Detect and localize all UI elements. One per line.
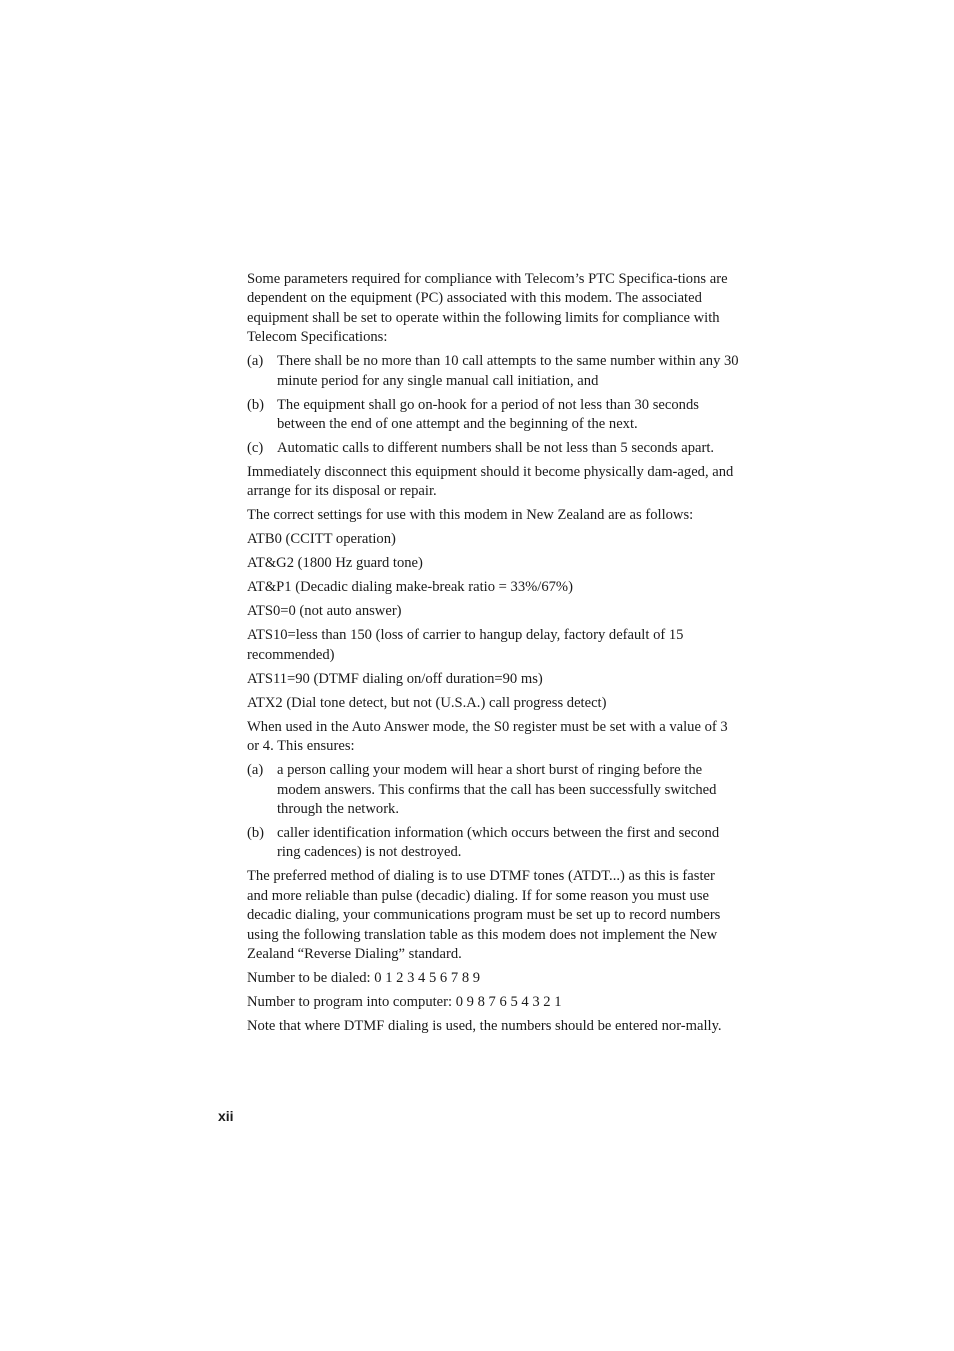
list-item-label: (b): [247, 825, 265, 842]
list-item-text: The equipment shall go on-hook for a period of not less than 30 seconds between the end of one attempt and the beginning of the next.: [277, 396, 699, 433]
setting-line: ATX2 (Dial tone detect, but not (U.S.A.) call progress detect): [247, 694, 607, 711]
page-number: xii: [218, 1108, 234, 1124]
setting-line: ATS0=0 (not auto answer): [247, 603, 402, 620]
list-item: [247, 761, 739, 819]
settings-intro-paragraph: The correct settings for use with this modem in New Zealand are as follows:: [247, 507, 694, 524]
list-item-text: There shall be no more than 10 call attempts to the same number within any 30 minute period for any single manual call initiation, and: [277, 353, 739, 389]
list-item: [247, 824, 739, 863]
setting-line: ATS10=less than 150 (loss of carrier to hangup delay, factory default of 15 recommended): [247, 627, 684, 663]
dialing-paragraph: The preferred method of dialing is to use DTMF tones (ATDT...) as this is faster and more reliable than pulse (decadic) dialing. If for some reason you must use decadic dialing, your communications program must be set up to record numbers using the following translation table as this modem does not implement the New Zealand “Reverse Dialing” standard.: [247, 868, 721, 963]
setting-line: ATS11=90 (DTMF dialing on/off duration=90 ms): [247, 670, 543, 687]
setting-line: ATB0 (CCITT operation): [247, 531, 396, 548]
list-item: [247, 396, 739, 435]
number-program-line: Number to program into computer: 0 9 8 7 6 5 4 3 2 1: [247, 994, 562, 1011]
page-content: [247, 270, 739, 1041]
list-item-text: caller identification information (which occurs between the first and second ring cadences) is not destroyed.: [277, 825, 720, 861]
list-item-label: (c): [247, 440, 264, 457]
disconnect-paragraph: Immediately disconnect this equipment should it become physically dam-aged, and arrange for its disposal or repair.: [247, 464, 734, 500]
auto-answer-paragraph: When used in the Auto Answer mode, the S0 register must be set with a value of 3 or 4. This ensures:: [247, 718, 728, 755]
setting-line: AT&P1 (Decadic dialing make-break ratio = 33%/67%): [247, 579, 573, 596]
list-item-label: (a): [247, 353, 264, 370]
list-item-text: a person calling your modem will hear a short burst of ringing before the modem answers. This confirms that the call has been successfully switched through the network.: [277, 762, 717, 818]
intro-paragraph: Some parameters required for compliance with Telecom’s PTC Specifica-tions are dependent on the equipment (PC) associated with this modem. The associated equipment shall be set to operate within the following limits for compliance with Telecom Specifications:: [247, 271, 728, 346]
list-item-label: (b): [247, 396, 265, 413]
note-paragraph: Note that where DTMF dialing is used, the numbers should be entered nor-mally.: [247, 1018, 722, 1035]
setting-line: AT&G2 (1800 Hz guard tone): [247, 555, 423, 572]
list-item: [247, 352, 739, 391]
list-item: [247, 439, 739, 458]
list-item-label: (a): [247, 762, 264, 779]
list-item-text: Automatic calls to different numbers shall be not less than 5 seconds apart.: [277, 440, 715, 457]
number-dialed-line: Number to be dialed: 0 1 2 3 4 5 6 7 8 9: [247, 970, 481, 987]
